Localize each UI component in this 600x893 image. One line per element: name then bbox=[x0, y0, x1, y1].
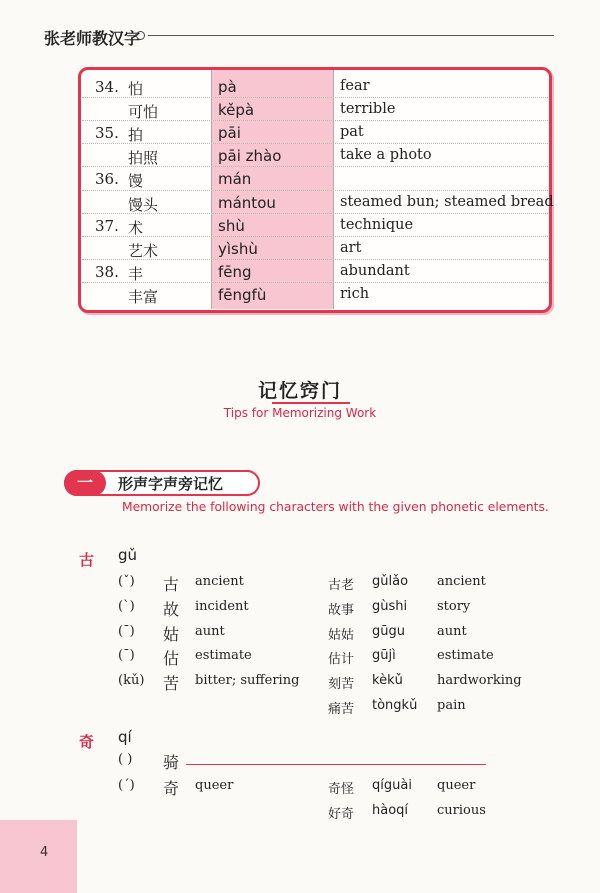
vocab-english: steamed bun; steamed bread bbox=[340, 193, 554, 210]
vocab-hanzi: 丰 bbox=[128, 264, 144, 283]
character-meaning: ancient bbox=[195, 574, 244, 589]
header-rule bbox=[148, 35, 554, 36]
vocab-hanzi: 拍 bbox=[128, 126, 144, 145]
vocab-row bbox=[0, 238, 600, 261]
part-number: 一 bbox=[64, 470, 106, 496]
section-title-underline bbox=[272, 402, 350, 404]
row-divider bbox=[82, 236, 548, 237]
vocab-number: 37. bbox=[95, 216, 119, 235]
compound-pinyin: gǔlǎo bbox=[372, 574, 409, 589]
part-instruction: Memorize the following characters with the given phonetic elements. bbox=[122, 500, 549, 514]
compound-meaning: queer bbox=[437, 777, 476, 793]
compound-meaning: hardworking bbox=[437, 673, 522, 689]
character-row bbox=[0, 599, 600, 619]
compound-meaning: curious bbox=[437, 803, 486, 818]
part-title: 形声字声旁记忆 bbox=[118, 475, 224, 493]
header-circle-ornament bbox=[136, 31, 145, 40]
row-divider bbox=[82, 259, 548, 260]
character-meaning: queer bbox=[195, 777, 234, 793]
vocab-pinyin: pà bbox=[218, 78, 237, 96]
row-divider bbox=[82, 143, 548, 144]
vocab-pinyin: mántou bbox=[218, 193, 276, 212]
vocab-pinyin: mán bbox=[218, 170, 252, 189]
tone-blank: (ˇ) bbox=[118, 574, 135, 589]
character-meaning: aunt bbox=[195, 623, 225, 639]
vocab-row bbox=[0, 168, 600, 191]
character-row bbox=[0, 752, 600, 772]
derived-character: 故 bbox=[163, 599, 180, 619]
compound-pinyin: qíguài bbox=[372, 777, 412, 793]
character-meaning: incident bbox=[195, 598, 249, 614]
character-row bbox=[0, 648, 600, 668]
page-number: 4 bbox=[40, 845, 49, 860]
vocab-pinyin: shù bbox=[218, 216, 245, 235]
compound-word: 估计 bbox=[328, 652, 355, 668]
vocab-number: 35. bbox=[95, 124, 119, 143]
phonetic-character: 古 bbox=[79, 551, 95, 569]
vocab-number: 34. bbox=[95, 78, 119, 96]
derived-character: 古 bbox=[163, 575, 180, 594]
vocab-number: 36. bbox=[95, 170, 119, 189]
vocab-row bbox=[0, 261, 600, 284]
vocab-row bbox=[0, 192, 600, 215]
character-row bbox=[0, 673, 600, 693]
vocab-pinyin: fēngfù bbox=[218, 285, 267, 304]
vocab-english: technique bbox=[340, 216, 414, 233]
tone-blank: (ˉ) bbox=[118, 623, 135, 639]
compound-meaning: ancient bbox=[437, 574, 486, 589]
vocab-row bbox=[0, 99, 600, 122]
compound-meaning: pain bbox=[437, 698, 466, 713]
vocab-row bbox=[0, 122, 600, 145]
compound-word: 好奇 bbox=[328, 807, 355, 822]
character-meaning: bitter; suffering bbox=[195, 673, 300, 689]
tone-blank: (ˊ) bbox=[118, 777, 135, 793]
derived-character: 奇 bbox=[163, 778, 180, 798]
compound-word: 古老 bbox=[328, 578, 355, 593]
compound-meaning: aunt bbox=[437, 623, 467, 639]
vocab-row bbox=[0, 145, 600, 168]
running-header: 张老师教汉字 bbox=[44, 29, 141, 48]
vocab-english: fear bbox=[340, 78, 370, 94]
compound-pinyin: gùshi bbox=[372, 598, 408, 614]
vocab-hanzi: 拍照 bbox=[128, 149, 159, 168]
compound-word: 奇怪 bbox=[328, 781, 355, 797]
derived-character: 苦 bbox=[163, 674, 180, 694]
derived-character: 估 bbox=[163, 649, 180, 669]
vocab-number: 38. bbox=[95, 262, 119, 281]
compound-word: 痛苦 bbox=[328, 702, 355, 717]
derived-character: 骑 bbox=[163, 753, 180, 772]
row-divider bbox=[82, 97, 548, 98]
character-row bbox=[0, 778, 600, 798]
vocab-english: take a photo bbox=[340, 147, 432, 164]
vocab-hanzi: 怕 bbox=[128, 80, 144, 98]
compound-pinyin: kèkǔ bbox=[372, 673, 403, 689]
character-meaning: estimate bbox=[195, 648, 252, 664]
tone-blank: ( ) bbox=[118, 752, 133, 767]
phonetic-character: 奇 bbox=[79, 733, 95, 751]
row-divider bbox=[82, 190, 548, 191]
phonetic-pinyin: gǔ bbox=[118, 546, 138, 564]
row-divider bbox=[82, 282, 548, 283]
compound-meaning: estimate bbox=[437, 648, 494, 664]
tone-blank: (kǔ) bbox=[118, 673, 145, 689]
vocab-pinyin: yìshù bbox=[218, 239, 258, 258]
row-divider bbox=[82, 120, 548, 121]
vocab-hanzi: 丰富 bbox=[128, 287, 159, 306]
vocab-pinyin: kěpà bbox=[218, 101, 255, 120]
vocab-hanzi: 馒 bbox=[128, 172, 144, 191]
section-subtitle: Tips for Memorizing Work bbox=[223, 406, 377, 420]
phonetic-pinyin: qí bbox=[118, 728, 132, 746]
row-divider bbox=[82, 213, 548, 214]
character-row bbox=[0, 698, 600, 718]
character-row bbox=[0, 574, 600, 594]
compound-pinyin: gūgu bbox=[372, 623, 405, 639]
tone-blank: (ˋ) bbox=[118, 598, 135, 614]
compound-pinyin: gūjì bbox=[372, 648, 396, 664]
character-row bbox=[0, 624, 600, 644]
character-row bbox=[0, 803, 600, 823]
vocab-pinyin: pāi zhào bbox=[218, 147, 282, 166]
vocab-english: abundant bbox=[340, 262, 410, 279]
vocab-pinyin: pāi bbox=[218, 124, 241, 143]
vocab-row bbox=[0, 76, 600, 99]
vocab-hanzi: 可怕 bbox=[128, 103, 159, 122]
tone-blank: (ˉ) bbox=[118, 648, 135, 664]
vocab-row bbox=[0, 284, 600, 307]
derived-character: 姑 bbox=[163, 624, 180, 644]
vocab-english: pat bbox=[340, 124, 364, 141]
row-divider bbox=[82, 166, 548, 167]
compound-word: 故事 bbox=[328, 602, 355, 618]
compound-pinyin: tòngkǔ bbox=[372, 698, 418, 713]
vocab-english: art bbox=[340, 239, 362, 256]
vocab-row bbox=[0, 215, 600, 238]
vocab-hanzi: 馒头 bbox=[128, 195, 159, 214]
vocab-hanzi: 艺术 bbox=[128, 241, 159, 260]
compound-word: 刻苦 bbox=[328, 677, 355, 693]
page-number-tab bbox=[0, 820, 77, 893]
vocab-pinyin: fēng bbox=[218, 262, 252, 281]
compound-pinyin: hàoqí bbox=[372, 803, 409, 818]
vocab-english: rich bbox=[340, 285, 370, 302]
compound-meaning: story bbox=[437, 598, 471, 614]
section-title: 记忆窍门 bbox=[257, 380, 342, 402]
compound-word: 姑姑 bbox=[328, 627, 355, 643]
vocab-hanzi: 术 bbox=[128, 218, 144, 237]
vocab-english: terrible bbox=[340, 101, 396, 118]
